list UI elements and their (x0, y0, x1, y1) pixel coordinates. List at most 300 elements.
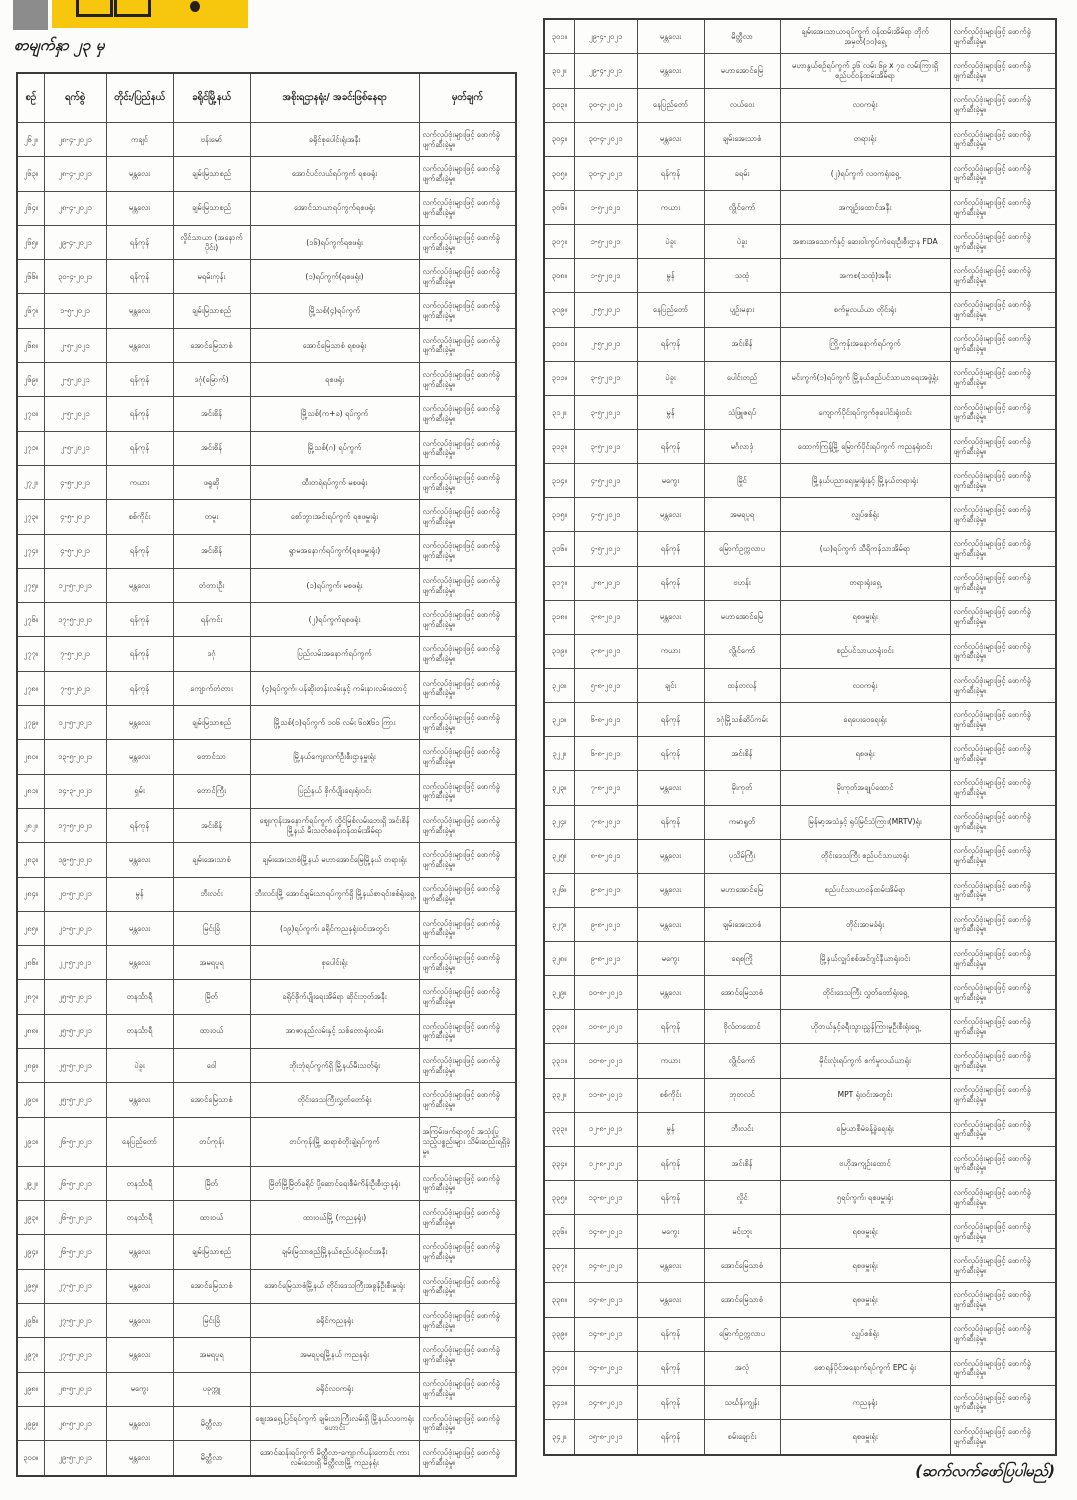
cell-region: ရန်ကုန် (106, 260, 173, 294)
table-row (544, 190, 1056, 224)
cell-region: မန္တလေး (106, 1269, 173, 1303)
table-row (17, 774, 516, 808)
cell-no: ၂၈၁။ (17, 774, 44, 808)
cell-remark: လက်လုပ်ဗုံးများဖြင့် ဖောက်ခွဲဖျက်ဆီးခဲ့မှု။ (419, 1014, 516, 1048)
cell-township: ခရမ်း (704, 156, 780, 190)
cell-location: အောင်မြေသာစံမြို့နယ် တိုင်းဒေသကြီးအခွန်ဦးစီးမှူးရုံး (250, 1269, 419, 1303)
cell-location: ၅ရပ်ကွက်၊ ရစဖမှူးရုံး (780, 1181, 950, 1215)
table-row (544, 634, 1056, 668)
cell-date: ၂၂-၅-၂၀၂၁ (44, 946, 106, 980)
cell-date: ၁၀-၈-၂၀၂၁ (574, 976, 637, 1010)
cell-date: ၃၀-၄-၂၀၂၁ (574, 88, 637, 122)
cell-date: ၈-၈-၂၀၂၁ (574, 839, 637, 873)
cell-no: ၃၃၉။ (544, 1317, 574, 1351)
cell-location: ရစဖရုံး (250, 363, 419, 397)
table-row (544, 1078, 1056, 1112)
cell-remark: လက်လုပ်ဗုံးများဖြင့် ဖောက်ခွဲဖျက်ဆီးခဲ့မှု။ (950, 190, 1056, 224)
cell-region: မကွေး (106, 1372, 173, 1406)
cell-remark: လက်လုပ်ဗုံးများဖြင့် ဖောက်ခွဲဖျက်ဆီးခဲ့မှု။ (419, 1372, 516, 1406)
cell-location: ဘိုးဘုံရပ်ကွက်ရှိ မြို့နယ်မီးသတ်ရုံး (250, 1049, 419, 1083)
cell-township: မြင်းခြံ (173, 911, 250, 945)
cell-region: ရန်ကုန် (106, 363, 173, 397)
cell-no: ၃၁၃။ (544, 429, 574, 463)
cell-township: ချမ်းမြသာစည် (173, 1235, 250, 1269)
cell-region: ရန်ကုန် (637, 532, 704, 566)
cell-township: အင်းစိန် (173, 397, 250, 431)
cell-no: ၃၁၇။ (544, 566, 574, 600)
cell-township: ထန်တလန် (704, 668, 780, 702)
cell-remark: လက်လုပ်ဗုံးများဖြင့် ဖောက်ခွဲဖျက်ဆီးခဲ့မှု။ (950, 737, 1056, 771)
cell-township: မိတ္ထီလာ (173, 1441, 250, 1476)
cell-township: ရေစကြို (704, 942, 780, 976)
cell-location: စုပေါင်းရုံး (250, 946, 419, 980)
table-row (544, 1044, 1056, 1078)
cell-location: တိုင်းဒေသကြီး စည်ပင်သာယာရုံး (780, 839, 950, 873)
cell-location: ရစဖမှူးရုံး (780, 1249, 950, 1283)
cell-region: မန္တလေး (106, 328, 173, 362)
cell-no: ၂၈၃။ (17, 843, 44, 877)
cell-remark: လက်လုပ်ဗုံးများဖြင့် ဖောက်ခွဲဖျက်ဆီးခဲ့မှု။ (419, 123, 516, 157)
cell-township: တောင်သာ (173, 740, 250, 774)
headline-fragment (190, 1, 200, 12)
cell-remark: လက်လုပ်ဗုံးများဖြင့် ဖောက်ခွဲဖျက်ဆီးခဲ့မှု။ (950, 1283, 1056, 1317)
table-row (544, 498, 1056, 532)
cell-no: ၂၉၈။ (17, 1372, 44, 1406)
cell-no: ၃၁၀။ (544, 327, 574, 361)
cell-no: ၂၈၀။ (17, 740, 44, 774)
cell-remark: လက်လုပ်ဗုံးများဖြင့် ဖောက်ခွဲဖျက်ဆီးခဲ့မှု။ (419, 1269, 516, 1303)
table-row (17, 1406, 516, 1440)
table-row (17, 260, 516, 294)
table-row (544, 1317, 1056, 1351)
table-row (17, 1049, 516, 1083)
cell-date: ၂၀-၅-၂၀၂၁ (44, 877, 106, 911)
cell-township: သထုံ (704, 259, 780, 293)
cell-no: ၃၄၁။ (544, 1385, 574, 1419)
cell-remark: လက်လုပ်ဗုံးများဖြင့် ဖောက်ခွဲဖျက်ဆီးခဲ့မှု။ (950, 873, 1056, 907)
cell-remark: လက်လုပ်ဗုံးများဖြင့် ဖောက်ခွဲဖျက်ဆီးခဲ့မှု။ (419, 191, 516, 225)
cell-township: ဘီးလင်း (704, 1112, 780, 1146)
column-header-remark: မှတ်ချက် (419, 73, 516, 123)
cell-no: ၂၉၁။ (17, 1117, 44, 1166)
cell-no: ၃၄၀။ (544, 1351, 574, 1385)
cell-region: မန္တလေး (106, 1303, 173, 1337)
table-row (17, 1117, 516, 1166)
table-row (17, 808, 516, 842)
cell-remark: လက်လုပ်ဗုံးများဖြင့် ဖောက်ခွဲဖျက်ဆီးခဲ့မှု။ (950, 498, 1056, 532)
cell-date: ၂၅-၅-၂၀၂၁ (44, 980, 106, 1014)
cell-township: မြင်းခြံ (173, 1303, 250, 1337)
cell-date: ၂၈-၄-၂၀၂၁ (44, 191, 106, 225)
cell-region: ရန်ကုန် (637, 1317, 704, 1351)
cell-township: စမ်းချောင်း (704, 1420, 780, 1455)
cell-region: မွန် (106, 877, 173, 911)
cell-township: ပခုက္ကူ (173, 1372, 250, 1406)
cell-date: ၁၃-၈-၂၀၂၁ (574, 1181, 637, 1215)
cell-remark: လက်လုပ်ဗုံးများဖြင့် ဖောက်ခွဲဖျက်ဆီးခဲ့မှု။ (950, 293, 1056, 327)
cell-remark: လက်လုပ်ဗုံးများဖြင့် ဖောက်ခွဲဖျက်ဆီးခဲ့မှု။ (419, 877, 516, 911)
cell-remark: လက်လုပ်ဗုံးများဖြင့် ဖောက်ခွဲဖျက်ဆီးခဲ့မှု။ (950, 1215, 1056, 1249)
cell-remark: လက်လုပ်ဗုံးများဖြင့် ဖောက်ခွဲဖျက်ဆီးခဲ့မှု။ (950, 668, 1056, 702)
cell-remark: လက်လုပ်ဗုံးများဖြင့် ဖောက်ခွဲဖျက်ဆီးခဲ့မှု။ (419, 568, 516, 602)
cell-no: ၂၆၆။ (17, 260, 44, 294)
cell-no: ၃၀၄။ (544, 122, 574, 156)
table-row (17, 397, 516, 431)
cell-remark: လက်လုပ်ဗုံးများဖြင့် ဖောက်ခွဲဖျက်ဆီးခဲ့မှု။ (419, 1406, 516, 1440)
cell-location: ထားဝယ်မြို့ (ကညနရုံး) (250, 1201, 419, 1235)
cell-no: ၂၇၆။ (17, 603, 44, 637)
cell-remark: လက်လုပ်ဗုံးများဖြင့် ဖောက်ခွဲဖျက်ဆီးခဲ့မှု။ (950, 907, 1056, 941)
cell-region: မန္တလေး (106, 1235, 173, 1269)
cell-remark: လက်လုပ်ဗုံးများဖြင့် ဖောက်ခွဲဖျက်ဆီးခဲ့မှု။ (419, 260, 516, 294)
cell-date: ၃-၈-၂၀၂၁ (574, 600, 637, 634)
cell-township: အမရပူရ (173, 946, 250, 980)
table-row (17, 157, 516, 191)
cell-remark: လက်လုပ်ဗုံးများဖြင့် ဖောက်ခွဲဖျက်ဆီးခဲ့မှု။ (950, 1385, 1056, 1419)
column-header-location: အစိုးရဌာနရုံး/ အခင်းဖြစ်နေရာ (250, 73, 419, 123)
cell-remark: လက်လုပ်ဗုံးများဖြင့် ဖောက်ခွဲဖျက်ဆီးခဲ့မှု။ (950, 225, 1056, 259)
cell-region: မန္တလေး (106, 1441, 173, 1476)
cell-no: ၃၀၃။ (544, 88, 574, 122)
cell-location: ဈေးကုန်းအနောက်ရပ်ကွက် လှိုင်မြစ်လမ်းဘေးရှိ အင်းစိန်မြို့နယ် မီးသတ်စခန်းဝန်ထမ်းအိမ်ရာ (250, 808, 419, 842)
table-row (17, 637, 516, 671)
cell-location: အမရပူရမြို့နယ် ကညနရုံး (250, 1338, 419, 1372)
cell-region: ရန်ကုန် (106, 431, 173, 465)
cell-remark: လက်လုပ်ဗုံးများဖြင့် ဖောက်ခွဲဖျက်ဆီးခဲ့မှု။ (419, 671, 516, 705)
cell-region: မန္တလေး (637, 19, 704, 54)
cell-remark: လက်လုပ်ဗုံးများဖြင့် ဖောက်ခွဲဖျက်ဆီးခဲ့မှု။ (419, 1303, 516, 1337)
cell-date: ၁၀-၈-၂၀၂၁ (574, 1044, 637, 1078)
cell-no: ၂၉၅။ (17, 1269, 44, 1303)
cell-region: ရန်ကုန် (637, 429, 704, 463)
incident-table-right (543, 18, 1057, 1456)
cell-date: ၆-၈-၂၀၂၁ (574, 703, 637, 737)
cell-no: ၂၆၈။ (17, 328, 44, 362)
cell-date: ၃-၈-၂၀၂၁ (574, 634, 637, 668)
cell-township: လှိုင် (704, 1181, 780, 1215)
cell-date: ၉-၈-၂၀၂၁ (574, 907, 637, 941)
cell-region: နေပြည်တော် (106, 1117, 173, 1166)
table-row (17, 465, 516, 499)
cell-location: မြို့သစ်(က+ခ) ရပ်ကွက် (250, 397, 419, 431)
cell-region: မန္တလေး (637, 1249, 704, 1283)
cell-date: ၂-၈-၂၀၂၁ (574, 566, 637, 600)
cell-location: ကညနရုံး (780, 1385, 950, 1419)
cell-region: နေပြည်တော် (637, 88, 704, 122)
cell-remark: လက်လုပ်ဗုံးများဖြင့် ဖောက်ခွဲဖျက်ဆီးခဲ့မှု။ (950, 327, 1056, 361)
cell-location: ရစဖမှူးရုံး (780, 1215, 950, 1249)
cell-township: အင်းစိန် (704, 327, 780, 361)
cell-township: အောင်မြေသာစံ (704, 1249, 780, 1283)
cell-township: မြောက်ဥက္ကလာပ (704, 532, 780, 566)
cell-remark: လက်လုပ်ဗုံးများဖြင့် ဖောက်ခွဲဖျက်ဆီးခဲ့မှု။ (950, 54, 1056, 88)
table-row (17, 671, 516, 705)
table-row (544, 429, 1056, 463)
cell-remark: လက်လုပ်ဗုံးများဖြင့် ဖောက်ခွဲဖျက်ဆီးခဲ့မှု။ (950, 771, 1056, 805)
table-row (544, 703, 1056, 737)
cell-no: ၃၂၅။ (544, 839, 574, 873)
cell-remark: လက်လုပ်ဗုံးများဖြင့် ဖောက်ခွဲဖျက်ဆီးခဲ့မှု။ (419, 1166, 516, 1200)
cell-location: ခရိုင်လဝကရုံး (250, 1372, 419, 1406)
cell-location: အကျဉ်းထောင်အနီး (780, 190, 950, 224)
column-header-no: စဉ် (17, 73, 44, 123)
cell-region: တနင်္သာရီ (106, 1166, 173, 1200)
cell-no: ၃၂၀။ (544, 668, 574, 702)
cell-remark: လက်လုပ်ဗုံးများဖြင့် ဖောက်ခွဲဖျက်ဆီးခဲ့မှု။ (950, 1010, 1056, 1044)
table-row (17, 1166, 516, 1200)
cell-date: ၁၅-၈-၂၀၂၁ (574, 1420, 637, 1455)
cell-township: မဟာအောင်မြေ (704, 54, 780, 88)
cell-no: ၂၆၅။ (17, 225, 44, 259)
table-row (17, 225, 516, 259)
cell-township: အင်းစိန် (173, 808, 250, 842)
cell-date: ၂၇-၅-၂၀၂၁ (44, 1338, 106, 1372)
cell-no: ၃၀၆။ (544, 190, 574, 224)
cell-location: အောင်ဆန်းရပ်ကွက် မိတ္ထီလာ-ကျောက်ပန်းတောင်း ကားလမ်းဘေးရှိ မိတ္ထီလာမြို့ ကညနရုံး (250, 1441, 419, 1476)
cell-region: မန္တလေး (106, 1406, 173, 1440)
table-row (544, 668, 1056, 702)
cell-date: ၃-၅-၂၀၂၁ (574, 429, 637, 463)
cell-location: မြိတ်မြို့မြိတ်ခရိုင် ပို့ဆောင်ရေးစီမံကိန်းဦးစီးဌာနရုံး (250, 1166, 419, 1200)
cell-no: ၃၂၁။ (544, 703, 574, 737)
cell-location: မြို့နယ်ပညာရေးမှူးရုံးနှင့် မြို့နယ်တရားရုံး (780, 464, 950, 498)
cell-location: ခရိုင်စိုက်ပျိုးရေးအိမ်ရာ ဆိုင်းဘုတ်အနီး (250, 980, 419, 1014)
cell-no: ၂၉၄။ (17, 1235, 44, 1269)
cell-date: ၂-၅-၂၀၂၁ (574, 327, 637, 361)
cell-remark: လက်လုပ်ဗုံးများဖြင့် ဖောက်ခွဲဖျက်ဆီးခဲ့မှု။ (419, 1235, 516, 1269)
cell-location: ချမ်းအေးသာယာရပ်ကွက် ဝန်ထမ်းအိမ်ရာ တိုက်အမှတ်(၁၀)ရှေ့ (780, 19, 950, 54)
cell-region: တနင်္သာရီ (106, 1201, 173, 1235)
cell-township: လယ်ဝေး (704, 88, 780, 122)
cell-remark: လက်လုပ်ဗုံးများဖြင့် ဖောက်ခွဲဖျက်ဆီးခဲ့မှု။ (419, 843, 516, 877)
table-row (544, 907, 1056, 941)
table-row (17, 191, 516, 225)
cell-region: မန္တလေး (637, 600, 704, 634)
cell-township: သင်္ဃန်းကျွန်း (704, 1385, 780, 1419)
cell-township: လွိုင်ကော် (704, 1044, 780, 1078)
cell-remark: လက်လုပ်ဗုံးများဖြင့် ဖောက်ခွဲဖျက်ဆီးခဲ့မှု။ (419, 534, 516, 568)
cell-no: ၃၁၅။ (544, 498, 574, 532)
cell-location: တပ်ကုန်းမြို့ ဆရာစံတိုးချဲ့ရပ်ကွက် (250, 1117, 419, 1166)
cell-remark: လက်လုပ်ဗုံးများဖြင့် ဖောက်ခွဲဖျက်ဆီးခဲ့မှု။ (950, 1044, 1056, 1078)
cell-date: ၁-၅-၂၀၂၁ (574, 190, 637, 224)
cell-date: ၇-၅-၂၀၂၁ (44, 671, 106, 705)
cell-region: ရန်ကုန် (106, 225, 173, 259)
cell-location: ကျောက်ပိုင်းရပ်ကွက်စုပေါင်းရုံးဝင်း (780, 395, 950, 429)
cell-date: ၄-၅-၂၀၂၁ (574, 464, 637, 498)
cell-location: စည်ပင်သာယာဝန်ထမ်းအိမ်ရာ (780, 873, 950, 907)
cell-date: ၂၈-၅-၂၀၂၁ (44, 1406, 106, 1440)
cell-no: ၃၁၄။ (544, 464, 574, 498)
cell-location: (၁၉)ရပ်ကွက်၊ ခရိုင်ကညနရုံးဝင်းအတွင်း (250, 911, 419, 945)
cell-remark: လက်လုပ်ဗုံးများဖြင့် ဖောက်ခွဲဖျက်ဆီးခဲ့မှု။ (950, 19, 1056, 54)
cell-date: ၄-၅-၂၀၂၁ (574, 532, 637, 566)
cell-remark: လက်လုပ်ဗုံးများဖြင့် ဖောက်ခွဲဖျက်ဆီးခဲ့မှု။ (950, 1078, 1056, 1112)
cell-location: လျှပ်စစ်ရုံး (780, 498, 950, 532)
cell-region: ချင်း (637, 668, 704, 702)
cell-location: တိုင်းအာမခံရုံး (780, 907, 950, 941)
cell-date: ၂-၅-၂၀၂၁ (574, 293, 637, 327)
cell-location: အောင်သာယာရပ်ကွက်ရစဖရုံး (250, 191, 419, 225)
cell-township: ပျဉ်းမနား (704, 293, 780, 327)
cell-date: ၃၀-၄-၂၀၂၁ (44, 260, 106, 294)
cell-remark: လက်လုပ်ဗုံးများဖြင့် ဖောက်ခွဲဖျက်ဆီးခဲ့မှု။ (950, 1351, 1056, 1385)
cell-region: ပဲခူး (637, 361, 704, 395)
cell-region: မန္တလေး (637, 839, 704, 873)
table-row (544, 532, 1056, 566)
cell-region: ရန်ကုန် (637, 1420, 704, 1455)
cell-no: ၂၉၆။ (17, 1303, 44, 1337)
cell-remark: လက်လုပ်ဗုံးများဖြင့် ဖောက်ခွဲဖျက်ဆီးခဲ့မှု။ (950, 1146, 1056, 1180)
cell-location: (ဃ)ရပ်ကွက် သီရိကန်သာအိမ်ရာ (780, 532, 950, 566)
cell-township: အောင်မြေသာစံ (704, 1283, 780, 1317)
table-row (544, 976, 1056, 1010)
cell-date: ၁-၅-၂၀၂၁ (574, 259, 637, 293)
cell-location: မိုးကုတ်အချုပ်ထောင် (780, 771, 950, 805)
cell-location: လျှပ်စစ်ရုံး (780, 1317, 950, 1351)
cell-location: ကြို့ကုန်းအနောက်ရပ်ကွက် (780, 327, 950, 361)
cell-township: အင်းစိန် (704, 737, 780, 771)
cell-no: ၃၁၈။ (544, 600, 574, 634)
cell-remark: လက်လုပ်ဗုံးများဖြင့် ဖောက်ခွဲဖျက်ဆီးခဲ့မှု။ (950, 1181, 1056, 1215)
table-row (544, 395, 1056, 429)
cell-no: ၃၀၂။ (544, 54, 574, 88)
table-row (17, 877, 516, 911)
cell-region: မန္တလေး (106, 706, 173, 740)
table-row (544, 600, 1056, 634)
cell-remark: လက်လုပ်ဗုံးများဖြင့် ဖောက်ခွဲဖျက်ဆီးခဲ့မှု။ (950, 634, 1056, 668)
cell-location: အောင်မြေသာစံ ရစဖရုံး (250, 328, 419, 362)
cell-date: ၇-၈-၂၀၂၁ (574, 805, 637, 839)
cell-location: ချမ်းအေးသာစံမြို့နယ် မဟာအောင်မြေမြို့နယ် တရားရုံး (250, 843, 419, 877)
table-row (17, 1083, 516, 1117)
cell-region: မန္တလေး (637, 976, 704, 1010)
cell-date: ၂၉-၄-၂၀၂၁ (574, 54, 637, 88)
cell-township: အောင်မြေသာစံ (173, 328, 250, 362)
table-row (544, 737, 1056, 771)
cell-remark: လက်လုပ်ဗုံးများဖြင့် ဖောက်ခွဲဖျက်ဆီးခဲ့မှု။ (950, 942, 1056, 976)
table-row (544, 839, 1056, 873)
cell-no: ၂၆၄။ (17, 191, 44, 225)
cell-region: ရန်ကုန် (637, 327, 704, 361)
cell-township: သံဖြူဇရပ် (704, 395, 780, 429)
cell-location: တိုင်းဒေသကြီးလွှတ်တော်ရုံး (250, 1083, 419, 1117)
cell-no: ၂၇၉။ (17, 706, 44, 740)
cell-township: ဘီးလင်း (173, 877, 250, 911)
cell-date: ၁၇-၅-၂၀၂၁ (44, 603, 106, 637)
cell-region: မန္တလေး (106, 157, 173, 191)
cell-township: မိုးကုတ် (704, 771, 780, 805)
cell-region: ရှမ်း (106, 774, 173, 808)
cell-remark: လက်လုပ်ဗုံးများဖြင့် ဖောက်ခွဲဖျက်ဆီးခဲ့မှု။ (419, 774, 516, 808)
cell-township: ဘုတလင် (704, 1078, 780, 1112)
cell-location: စော်ဘွားအင်းရပ်ကွက် ရစဖမှူးရုံး (250, 500, 419, 534)
cell-no: ၂၉၇။ (17, 1338, 44, 1372)
cell-location: ထောက်ကြန့်မြို့ မြောက်ပိုင်းရပ်ကွက် ကညနရုံးဝင်း (780, 429, 950, 463)
cell-township: မဟာအောင်မြေ (704, 873, 780, 907)
cell-date: ၉-၈-၂၀၂၁ (574, 942, 637, 976)
cell-remark: လက်လုပ်ဗုံးများဖြင့် ဖောက်ခွဲဖျက်ဆီးခဲ့မှု။ (419, 946, 516, 980)
cell-no: ၃၁၉။ (544, 634, 574, 668)
cell-no: ၃၂၂။ (544, 737, 574, 771)
cell-township: ချမ်းမြသာစည် (173, 294, 250, 328)
cell-remark: လက်လုပ်ဗုံးများဖြင့် ဖောက်ခွဲဖျက်ဆီးခဲ့မှု။ (419, 1049, 516, 1083)
cell-township: ကမာရွတ် (704, 805, 780, 839)
table-row (544, 327, 1056, 361)
cell-township: ထားဝယ် (173, 1014, 250, 1048)
cell-region: ရန်ကုန် (637, 156, 704, 190)
cell-no: ၃၃၁။ (544, 1044, 574, 1078)
cell-location: စည်ပင်သာယာရုံးဝင်း (780, 634, 950, 668)
cell-township: ဖရူဆို (173, 465, 250, 499)
cell-location: မြို့သစ်(၁)ရပ်ကွက် ၁၀၆ လမ်း ၆၀x၆၁ ကြား (250, 706, 419, 740)
cell-township: မိတ္ထီလာ (704, 19, 780, 54)
cell-date: ၂-၅-၂၀၂၁ (44, 328, 106, 362)
cell-date: ၁-၅-၂၀၂၁ (44, 294, 106, 328)
cell-township: တပ်ကုန်း (173, 1117, 250, 1166)
cell-location: ဈေးအရှေ့ပြင်ရပ်ကွက် ချမ်းသာကြီးလမ်းရှိ မြို့နယ်လဝကရုံးဟောင်း (250, 1406, 419, 1440)
cell-region: မန္တလေး (106, 911, 173, 945)
cell-no: ၂၆၃။ (17, 157, 44, 191)
cell-date: ၂၆-၅-၂၀၂၁ (44, 1117, 106, 1166)
cell-date: ၂၇-၅-၂၀၂၁ (44, 1303, 106, 1337)
cell-township: ဒဂုံမြို့သစ်ဆိပ်ကမ်း (704, 703, 780, 737)
table-row (544, 156, 1056, 190)
cell-location: (၂)ရပ်ကွက် လဝကရုံးရှေ့ (780, 156, 950, 190)
cell-remark: လက်လုပ်ဗုံးများဖြင့် ဖောက်ခွဲဖျက်ဆီးခဲ့မှု။ (419, 1338, 516, 1372)
cell-remark: လက်လုပ်ဗုံးများဖြင့် ဖောက်ခွဲဖျက်ဆီးခဲ့မှု။ (950, 259, 1056, 293)
cell-township: ချမ်းအေးသာစံ (704, 907, 780, 941)
cell-location: တရားရုံး (780, 122, 950, 156)
cell-remark: လက်လုပ်ဗုံးများဖြင့် ဖောက်ခွဲဖျက်ဆီးခဲ့မှု။ (950, 839, 1056, 873)
cell-no: ၃၃၇။ (544, 1249, 574, 1283)
cell-date: ၄-၅-၂၀၂၁ (574, 498, 637, 532)
table-row (544, 1249, 1056, 1283)
cell-region: ပဲခူး (637, 225, 704, 259)
cell-location: ဘီးလင်းမြို့ အောင်ချမ်းသာရပ်ကွက်ရှိ မြို့နယ်စာရင်းစစ်ရုံးရှေ့ (250, 877, 419, 911)
table-row (544, 122, 1056, 156)
table-row (17, 568, 516, 602)
cell-township: ပေါင်းတည် (704, 361, 780, 395)
cell-location: တရားရုံးရှေ့ (780, 566, 950, 600)
table-row (17, 980, 516, 1014)
cell-location: တိုင်းဒေသကြီး လွှတ်တော်ရုံးရှေ့ (780, 976, 950, 1010)
cell-no: ၂၇၀။ (17, 397, 44, 431)
cell-date: ၃-၅-၂၀၂၁ (574, 395, 637, 429)
cell-region: ရန်ကုန် (106, 397, 173, 431)
cell-no: ၂၇၁။ (17, 431, 44, 465)
cell-date: ၂၁-၅-၂၀၂၁ (44, 911, 106, 945)
table-row (17, 1303, 516, 1337)
cell-no: ၃၃၅။ (544, 1181, 574, 1215)
cell-no: ၃၀၀။ (17, 1441, 44, 1476)
cell-no: ၃၂၃။ (544, 771, 574, 805)
cell-region: ရန်ကုန် (106, 808, 173, 842)
cell-date: ၄-၅-၂၀၂၁ (44, 534, 106, 568)
cell-location: ပြည်နယ် စိုက်ပျိုးရေးရုံးဝင်း (250, 774, 419, 808)
cell-region: ရန်ကုန် (637, 737, 704, 771)
cell-region: ကယား (637, 190, 704, 224)
cell-date: ၁၃-၅-၂၀၂၁ (44, 740, 106, 774)
cell-no: ၂၇၃။ (17, 500, 44, 534)
cell-location: စက်မှုလယ်ယာ တိုင်းရုံး (780, 293, 950, 327)
cell-date: ၂-၅-၂၀၂၁ (44, 431, 106, 465)
cell-township: မြိုင် (704, 464, 780, 498)
cell-date: ၁၄-၈-၂၀၂၁ (574, 1283, 637, 1317)
cell-no: ၂၈၅။ (17, 911, 44, 945)
cell-no: ၂၈၉။ (17, 1049, 44, 1083)
cell-date: ၁၁-၈-၂၀၂၁ (574, 1078, 637, 1112)
